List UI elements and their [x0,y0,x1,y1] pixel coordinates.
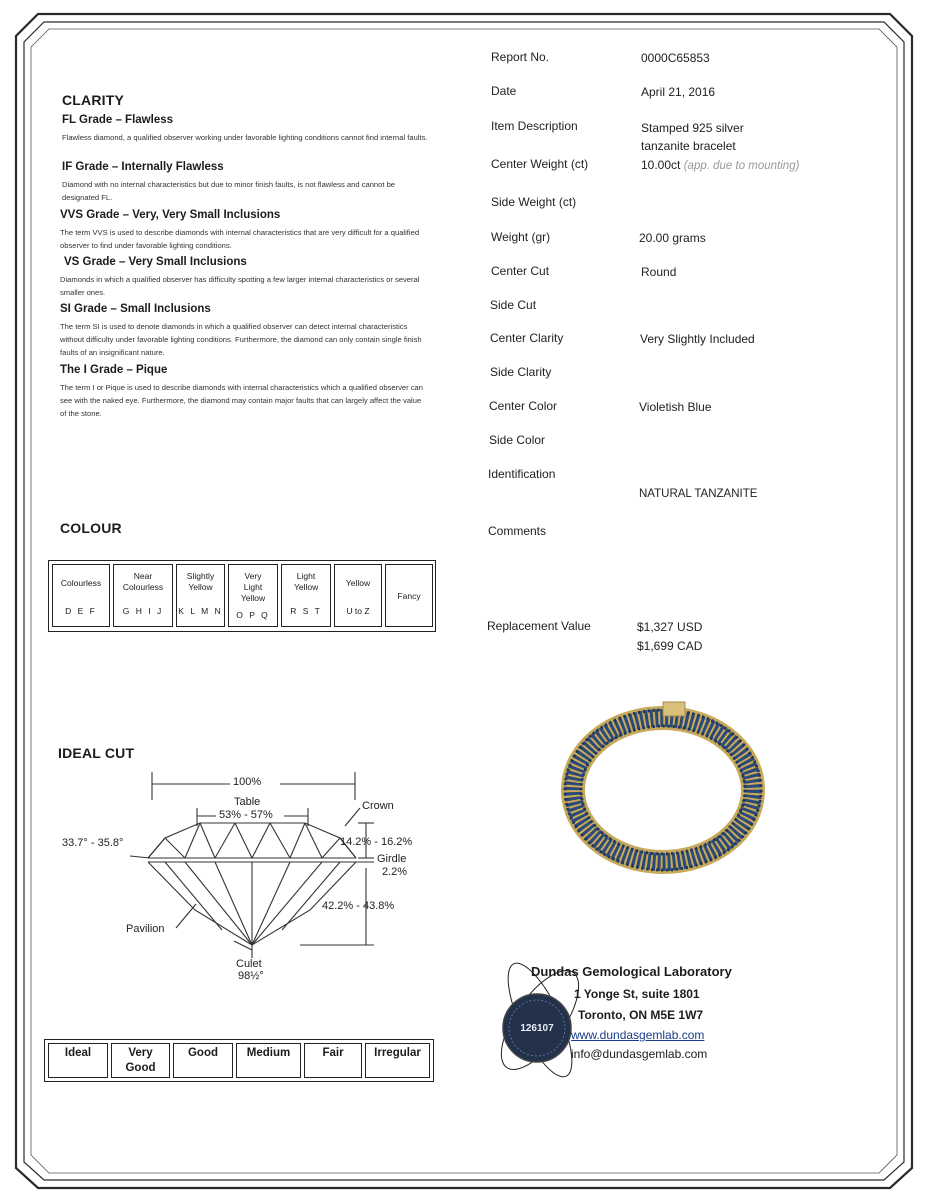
lab-address-1: 1 Yonge St, suite 1801 [574,987,700,1001]
grade-i-title: The I Grade – Pique [60,364,168,376]
replacement-usd: $1,327 USD [637,620,703,634]
replacement-cad: $1,699 CAD [637,639,703,653]
grade-si-desc: The term SI is used to denote diamonds in which a qualified observer can detect internal characteristics without difficulty under favorable lighting conditions. Furthermore, the diamond can only contain single finish faults of an insignificant nature. [60,322,422,357]
cut-girdle-label: Girdle [377,853,407,865]
colour-cell-label: Fancy [397,591,421,601]
side-color-label: Side Color [489,433,546,447]
cut-width-label: 100% [233,776,262,788]
colour-cell-label: Near Colourless [122,571,164,592]
colour-cell-code: G H I J [122,606,164,616]
lab-email[interactable]: info@dundasgemlab.com [571,1047,708,1061]
cut-crown-angle: 33.7° - 35.8° [62,837,124,849]
grade-vvs-title: VVS Grade – Very, Very Small Inclusions [60,209,281,221]
report-no-label: Report No. [491,50,550,64]
cut-culet-value: 98½° [238,970,264,982]
weight-gr-value: 20.00 grams [639,231,706,245]
grade-i-desc: The term I or Pique is used to describe diamonds with internal characteristics which a qualified observer can see with the naked eye. Furthermore, the diamond may contain major faults that can largely affect the value of the stone. [60,383,423,418]
replacement-value-label: Replacement Value [487,619,591,633]
diamond-cut-diagram [0,0,460,1000]
grade-fl-title: FL Grade – Flawless [62,114,174,126]
cut-grade-very-good: Very Good [111,1043,170,1078]
colour-cell-code: K L M N [178,606,223,616]
center-weight-note: (app. due to mounting) [683,160,800,172]
colour-cell-code: O P Q [236,610,270,620]
center-clarity-label: Center Clarity [490,331,564,345]
colour-cell-label: Colourless [60,578,102,588]
cut-grade-good: Good [173,1043,233,1078]
cut-table-label: Table [234,796,261,808]
colour-title: COLOUR [60,520,122,536]
item-description-value: Stamped 925 silver tanzanite bracelet [641,121,744,153]
cut-table-range: 53% - 57% [219,809,273,821]
colour-cell-label: Light Yellow [294,571,319,592]
lab-website-link[interactable]: www.dundasgemlab.com [571,1028,705,1042]
center-color-value: Violetish Blue [639,400,712,414]
colour-cell-label: Very Light Yellow [240,571,266,603]
center-cut-label: Center Cut [491,264,550,278]
grade-vs-desc: Diamonds in which a qualified observer has difficulty spotting a few larger internal characteristics or several smaller ones. [60,275,420,297]
seal-number: 126107 [520,1023,554,1034]
colour-cell-label: Slightly Yellow [186,571,215,592]
report-no-value: 0000C65853 [641,51,710,65]
center-clarity-value: Very Slightly Included [640,332,755,346]
lab-name: Dundas Gemological Laboratory [531,964,732,979]
lab-address-2: Toronto, ON M5E 1W7 [578,1008,704,1022]
center-weight-label: Center Weight (ct) [491,157,589,171]
cut-crown-height: 14.2% - 16.2% [340,836,413,848]
colour-cell-code: U to Z [346,606,370,616]
cut-pavilion-depth: 42.2% - 43.8% [322,900,395,912]
colour-cell-label: Yellow [345,578,371,588]
ideal-cut-title: IDEAL CUT [58,745,135,761]
grade-if-desc: Diamond with no internal characteristics but due to minor finish faults, is not flawless and cannot be designated FL. [62,180,396,202]
cut-girdle-value: 2.2% [382,866,408,878]
cut-grade-ideal: Ideal [48,1043,108,1078]
grade-vvs-desc: The term VVS is used to describe diamonds with internal characteristics that are very difficult for a qualified observer to find under favorable lighting conditions. [60,228,420,250]
center-cut-value: Round [641,265,677,279]
center-weight-value-line [641,158,799,172]
grade-fl-desc: Flawless diamond, a qualified observer working under favorable lighting conditions cannot find internal faults. [62,133,428,142]
identification-label: Identification [488,467,556,481]
cut-grade-medium: Medium [236,1043,301,1078]
colour-cell-code: D E F [65,606,97,616]
clarity-title: CLARITY [62,92,125,108]
side-cut-label: Side Cut [490,298,537,312]
center-color-label: Center Color [489,399,558,413]
colour-cell-code: R S T [290,606,322,616]
comments-label: Comments [488,524,547,538]
cut-pavilion-label: Pavilion [126,923,165,935]
grade-vs-title: VS Grade – Very Small Inclusions [64,256,247,268]
date-value: April 21, 2016 [641,85,716,99]
identification-value: NATURAL TANZANITE [639,488,758,500]
cut-grade-irregular: Irregular [365,1043,430,1078]
grade-if-title: IF Grade – Internally Flawless [62,161,224,173]
weight-gr-label: Weight (gr) [491,230,551,244]
cut-crown-label: Crown [362,800,394,812]
side-clarity-label: Side Clarity [490,365,552,379]
date-label: Date [491,84,517,98]
item-description-label: Item Description [491,119,578,133]
side-weight-label: Side Weight (ct) [491,195,577,209]
center-weight-value: 10.00ct [641,158,681,172]
cut-grade-fair: Fair [304,1043,362,1078]
bracelet-photo [555,690,775,880]
cut-culet-label: Culet [236,958,262,970]
grade-si-title: SI Grade – Small Inclusions [60,303,211,315]
